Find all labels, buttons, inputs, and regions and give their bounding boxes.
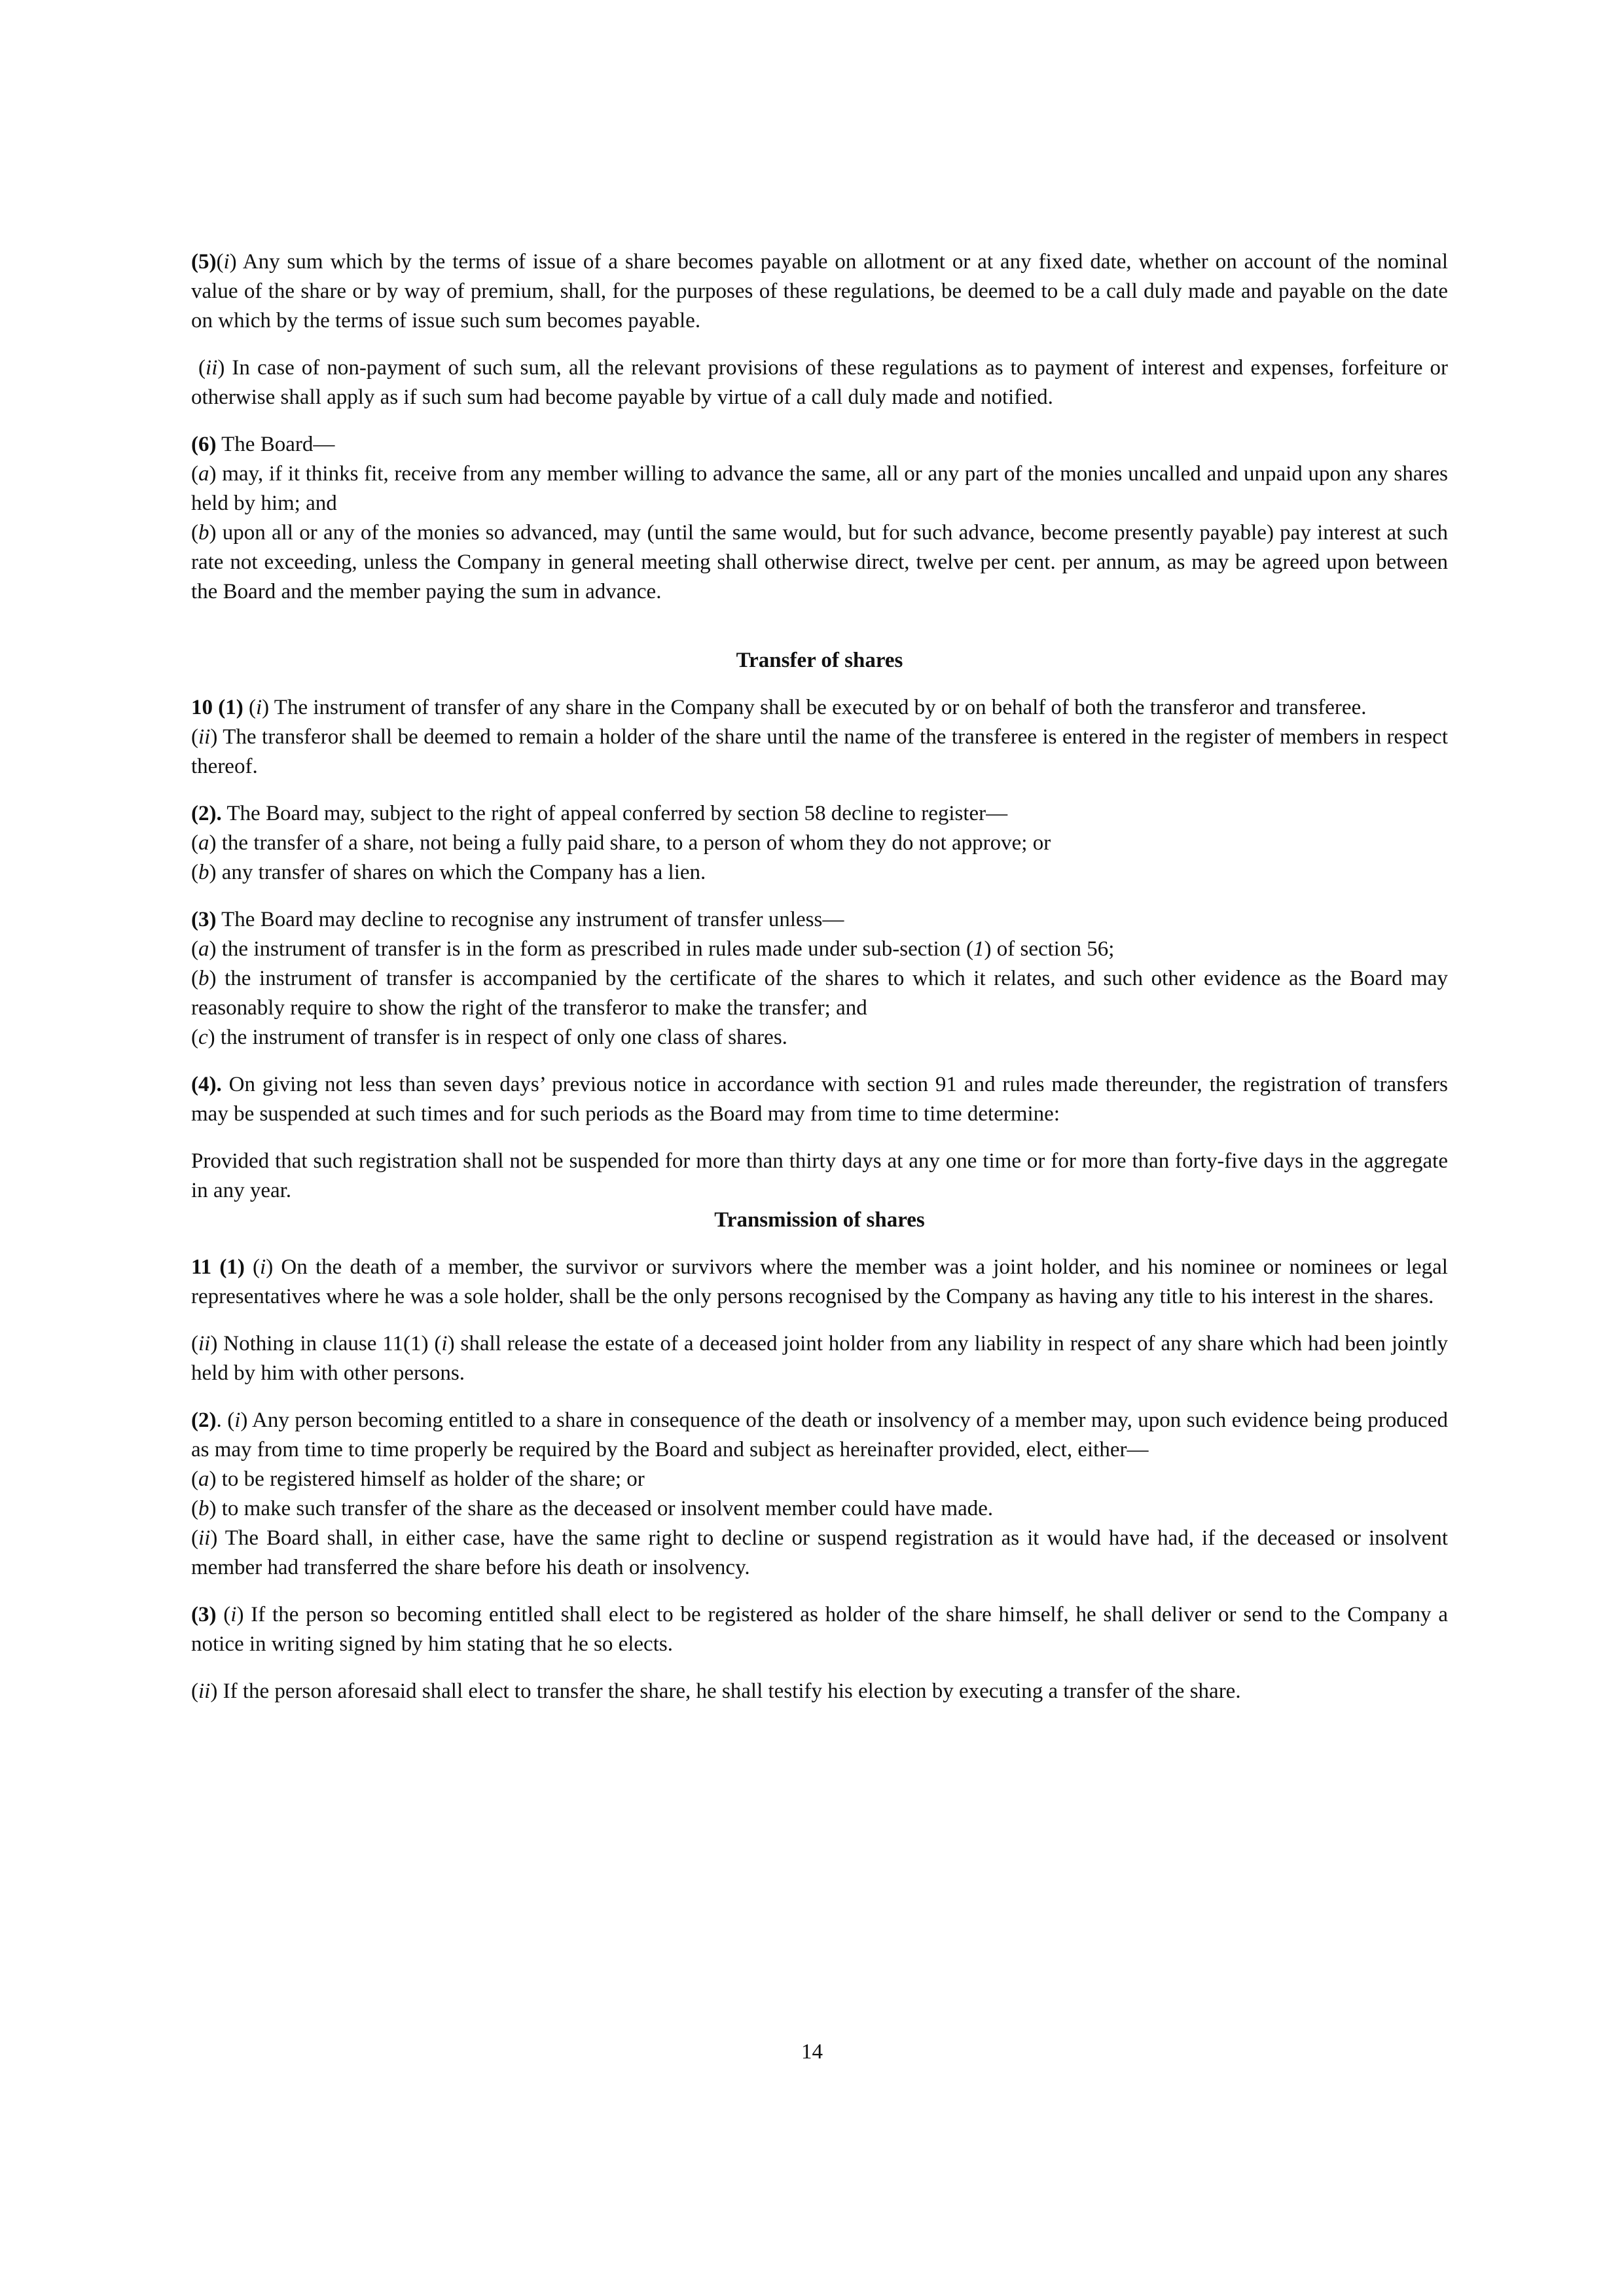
clause-5-i: (5)(i) Any sum which by the terms of issue of a share becomes payable on allotment or at any fixed date, whether on account of the nominal value of the share or by way of premium, shall, for the purposes of these regulations, be deemed to be a call duly made and payable on the date on which by the terms of issue such sum becomes payable. bbox=[191, 250, 1448, 332]
clause-10-1-ii: (ii) The transferor shall be deemed to remain a holder of the share until the name of the transferee is entered in the register of members in respect thereof. bbox=[191, 725, 1448, 778]
clause-5-ii: (ii) In case of non-payment of such sum, all the relevant provisions of these regulations as to payment of interest and expenses, forfeiture or otherwise shall apply as if such sum had become payable by virtue of a call duly made and notified. bbox=[191, 356, 1448, 409]
clause-10-2-a: (a) the transfer of a share, not being a fully paid share, to a person of whom they do not approve; or bbox=[191, 831, 1051, 855]
document-page bbox=[191, 247, 1448, 1706]
clause-10-3-c: (c) the instrument of transfer is in respect of only one class of shares. bbox=[191, 1026, 787, 1049]
clause-11-1-i: 11 (1) (i) On the death of a member, the survivor or survivors where the member was a joint holder, and his nominee or nominees or legal representatives where he was a sole holder, shall be the only persons recognised by the Company as having any title to his interest in the shares. bbox=[191, 1255, 1448, 1308]
clause-11-2-b: (b) to make such transfer of the share as the deceased or insolvent member could have made. bbox=[191, 1497, 994, 1520]
clause-10-2-b: (b) any transfer of shares on which the Company has a lien. bbox=[191, 861, 706, 884]
heading-transfer-of-shares: Transfer of shares bbox=[736, 649, 903, 672]
heading-transmission-of-shares: Transmission of shares bbox=[714, 1208, 925, 1232]
clause-10-4-proviso: Provided that such registration shall not be suspended for more than thirty days at any one time or for more than forty-five days in the aggregate in any year. bbox=[191, 1149, 1448, 1202]
clause-10-4: (4). On giving not less than seven days’ previous notice in accordance with section 91 and rules made thereunder, the registration of transfers may be suspended at such times and for such periods as the Board may from time to time determine: bbox=[191, 1073, 1448, 1126]
clause-10-3-b: (b) the instrument of transfer is accompanied by the certificate of the shares to which it relates, and such other evidence as the Board may reasonably require to show the right of the transferor to make the transfer; and bbox=[191, 967, 1448, 1020]
clause-10-3-a: (a) the instrument of transfer is in the form as prescribed in rules made under sub-section (1) of section 56; bbox=[191, 937, 1115, 961]
clause-6-b: (b) upon all or any of the monies so advanced, may (until the same would, but for such advance, become presently payable) pay interest at such rate not exceeding, unless the Company in general meeting shall otherwise direct, twelve per cent. per annum, as may be agreed upon between the Board and the member paying the sum in advance. bbox=[191, 521, 1448, 603]
clause-6-a: (a) may, if it thinks fit, receive from any member willing to advance the same, all or any part of the monies uncalled and unpaid upon any shares held by him; and bbox=[191, 462, 1448, 515]
clause-6-intro: (6) The Board— bbox=[191, 433, 335, 456]
clause-11-2-i: (2). (i) Any person becoming entitled to a share in consequence of the death or insolvency of a member may, upon such evidence being produced as may from time to time properly be required by the Board and subject as hereinafter provided, elect, either— bbox=[191, 1408, 1448, 1462]
clause-11-2-a: (a) to be registered himself as holder of the share; or bbox=[191, 1467, 645, 1491]
clause-10-2-intro: (2). The Board may, subject to the right of appeal conferred by section 58 decline to register— bbox=[191, 802, 1008, 825]
clause-10-3-intro: (3) The Board may decline to recognise any instrument of transfer unless— bbox=[191, 908, 844, 931]
clause-11-3-i: (3) (i) If the person so becoming entitled shall elect to be registered as holder of the share himself, he shall deliver or send to the Company a notice in writing signed by him stating that he so elects. bbox=[191, 1603, 1448, 1656]
page-number: 14 bbox=[801, 2040, 823, 2064]
clause-11-2-ii: (ii) The Board shall, in either case, have the same right to decline or suspend registration as it would have had, if the deceased or insolvent member had transferred the share before his death or insolvency. bbox=[191, 1526, 1448, 1579]
clause-11-1-ii: (ii) Nothing in clause 11(1) (i) shall release the estate of a deceased joint holder from any liability in respect of any share which had been jointly held by him with other persons. bbox=[191, 1332, 1448, 1385]
clause-11-3-ii: (ii) If the person aforesaid shall elect to transfer the share, he shall testify his election by executing a transfer of the share. bbox=[191, 1679, 1241, 1703]
clause-10-1-i: 10 (1) (i) The instrument of transfer of any share in the Company shall be executed by or on behalf of both the transferor and transferee. bbox=[191, 696, 1367, 719]
